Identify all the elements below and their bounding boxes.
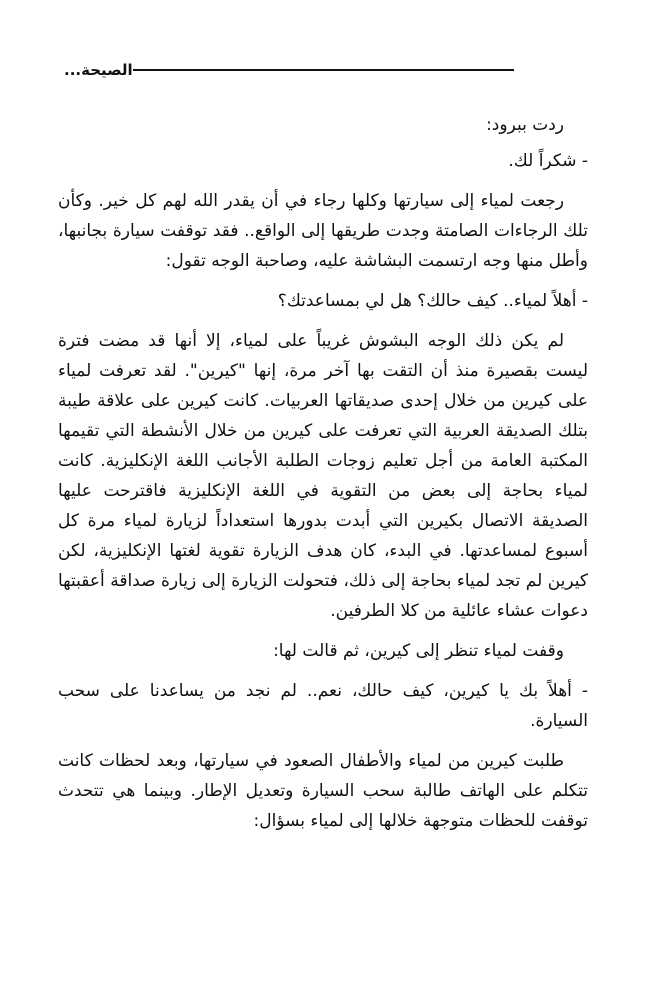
body-text xyxy=(58,110,588,846)
paragraph: رجعت لمياء إلى سيارتها وكلها رجاء في أن يقدر الله لهم كل خير. وكأن تلك الرجاءات الصامتة وجدت طريقها إلى الواقع.. فقد توقفت سيارة بجانبها، وأطل منها وجه ارتسمت البشاشة عليه، وصاحبة الوجه تقول: xyxy=(58,191,588,271)
chapter-title: الصيحة... xyxy=(62,58,133,82)
paragraph: ردت ببرود: xyxy=(486,115,564,135)
header-rule xyxy=(124,69,514,71)
dialogue-line: - أهلاً بك يا كيرين، كيف حالك، نعم.. لم نجد من يساعدنا على سحب السيارة. xyxy=(58,681,588,731)
running-header xyxy=(62,58,514,82)
dialogue-line: - أهلاً لمياء.. كيف حالك؟ هل لي بمساعدتك؟ xyxy=(277,291,588,311)
paragraph: طلبت كيرين من لمياء والأطفال الصعود في سيارتها، وبعد لحظات كانت تتكلم على الهاتف طالبة سحب السيارة وتعديل الإطار. وبينما هي تتحدث توقفت للحظات متوجهة خلالها إلى لمياء بسؤال: xyxy=(58,751,588,831)
dialogue-line: - شكراً لك. xyxy=(508,151,588,171)
paragraph: وقفت لمياء تنظر إلى كيرين، ثم قالت لها: xyxy=(273,641,564,661)
paragraph: لم يكن ذلك الوجه البشوش غريباً على لمياء، إلا أنها قد مضت فترة ليست بقصيرة منذ أن التقت بها آخر مرة، إنها "كيرين". لقد تعرفت لمياء على كيرين من خلال إحدى صديقاتها العربيات. كانت كيرين على علاقة طيبة بتلك الصديقة العربية التي تعرفت على كيرين من خلال الأنشطة التي تقيمها المكتبة العامة من أجل تعليم زوجات الطلبة الأجانب اللغة الإنكليزية. كانت لمياء بحاجة إلى بعض من التقوية في اللغة الإنكليزية فاقترحت عليها الصديقة الاتصال بكيرين التي أبدت بدورها استعداداً لزيارة لمياء مرة كل أسبوع لمساعدتها. في البدء، كان هدف الزيارة تقوية لغتها الإنكليزية، لكن كيرين لم تجد لمياء بحاجة إلى ذلك، فتحولت الزيارة إلى زيارة صداقة أعقبتها دعوات عشاء عائلية من كلا الطرفين. xyxy=(58,331,588,621)
